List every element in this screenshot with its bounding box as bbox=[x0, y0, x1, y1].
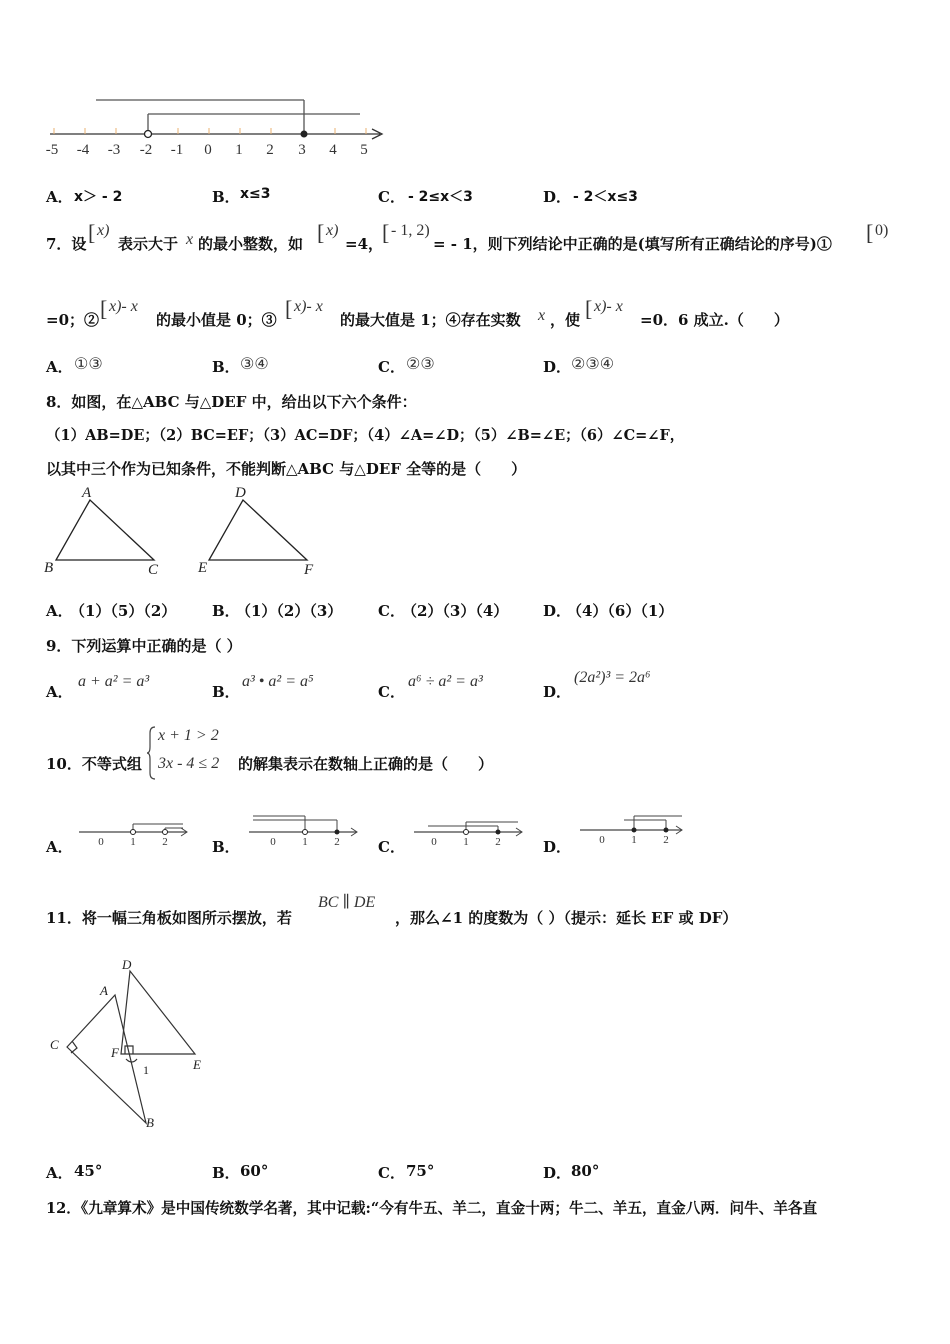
option-letter[interactable]: A． bbox=[46, 1164, 73, 1182]
option-expr[interactable]: a³ • a² = a⁵ bbox=[242, 673, 314, 690]
option-text[interactable]: - 2＜x≤3 bbox=[573, 189, 638, 205]
tick-label: 2 bbox=[162, 836, 168, 848]
option-letter[interactable]: B． bbox=[212, 683, 240, 701]
q10-text: 10．不等式组 bbox=[46, 755, 142, 773]
tick-label: -2 bbox=[139, 142, 153, 158]
tick-label: 0 bbox=[599, 834, 605, 846]
q11-math: BC ∥ DE bbox=[318, 894, 376, 911]
option-text[interactable]: （1）（5）（2） bbox=[70, 602, 177, 620]
bracket-glyph: [ bbox=[317, 220, 325, 245]
tick-label: 1 bbox=[235, 142, 243, 158]
option-letter[interactable]: D． bbox=[543, 188, 572, 206]
option-letter[interactable]: C． bbox=[378, 188, 405, 206]
option-letter[interactable]: C． bbox=[378, 602, 405, 620]
q12-text: 12．《九章算术》是中国传统数学名著，其中记载:“今有牛五、羊二，直金十两；牛二、羊五，直金八两．问牛、羊各直 bbox=[46, 1200, 818, 1217]
tick-label: 1 bbox=[302, 836, 308, 848]
option-text[interactable]: ②③④ bbox=[571, 356, 615, 373]
option-letter[interactable]: D． bbox=[543, 602, 572, 620]
vertex-label: A bbox=[82, 485, 92, 501]
q11-text: ，那么∠1 的度数为（ ）（提示：延长 EF 或 DF） bbox=[395, 909, 738, 927]
option-letter[interactable]: C． bbox=[378, 358, 405, 376]
option-letter[interactable]: C． bbox=[378, 838, 405, 856]
tick-label: -5 bbox=[45, 142, 59, 158]
tick-label: -4 bbox=[76, 142, 90, 158]
ineq-2: 3x - 4 ≤ 2 bbox=[158, 755, 220, 772]
bracket-glyph: [ bbox=[88, 220, 96, 245]
triangle-abc bbox=[67, 995, 146, 1123]
vertex-label: F bbox=[304, 562, 314, 578]
bracket-glyph: [ bbox=[866, 220, 874, 245]
option-letter[interactable]: A． bbox=[46, 358, 73, 376]
open-point bbox=[145, 131, 152, 138]
q7-text: =4， bbox=[345, 235, 384, 253]
vertex-label: E bbox=[198, 560, 208, 576]
q7-math: x) bbox=[326, 222, 339, 239]
option-letter[interactable]: A． bbox=[46, 602, 73, 620]
tick-label: 3 bbox=[298, 142, 306, 158]
option-letter[interactable]: A． bbox=[46, 683, 73, 701]
option-text[interactable]: ②③ bbox=[406, 356, 435, 373]
closed-point bbox=[301, 131, 308, 138]
q7-text: 7．设 bbox=[46, 235, 87, 253]
option-c-numberline[interactable] bbox=[410, 816, 525, 850]
option-text[interactable]: （4）（6）（1） bbox=[567, 602, 674, 620]
option-text[interactable]: 60° bbox=[240, 1162, 269, 1180]
option-letter[interactable]: C． bbox=[378, 683, 405, 701]
tick-label: 2 bbox=[495, 836, 501, 848]
option-text[interactable]: 45° bbox=[74, 1162, 103, 1180]
option-letter[interactable]: B． bbox=[212, 358, 240, 376]
angle-label: 1 bbox=[143, 1063, 149, 1077]
option-expr[interactable]: a + a² = a³ bbox=[78, 673, 150, 690]
option-text[interactable]: （1）（2）（3） bbox=[236, 602, 343, 620]
q7-text: =0．6 成立.（ ） bbox=[640, 311, 789, 329]
option-text[interactable]: - 2≤x＜3 bbox=[408, 189, 473, 205]
number-line-figure bbox=[40, 92, 400, 162]
option-letter[interactable]: D． bbox=[543, 358, 572, 376]
q8-line: （1）AB=DE；（2）BC=EF；（3）AC=DF；（4）∠A=∠D；（5）∠B=∠E；（6）∠C=∠F， bbox=[46, 427, 685, 444]
option-text[interactable]: ③④ bbox=[240, 356, 269, 373]
triangle-def bbox=[209, 500, 307, 560]
option-letter[interactable]: A． bbox=[46, 838, 73, 856]
tick-label: 4 bbox=[329, 142, 337, 158]
option-text[interactable]: x＞ - 2 bbox=[74, 189, 123, 205]
q7-math: x) bbox=[97, 222, 110, 239]
option-letter[interactable]: D． bbox=[543, 838, 572, 856]
option-d-numberline[interactable] bbox=[576, 812, 691, 848]
vertex-label: D bbox=[235, 485, 246, 501]
option-letter[interactable]: D． bbox=[543, 683, 572, 701]
bracket-glyph: [ bbox=[285, 296, 293, 321]
q8-line: 以其中三个作为已知条件，不能判断△ABC 与△DEF 全等的是（ ） bbox=[46, 460, 527, 478]
option-letter[interactable]: B． bbox=[212, 1164, 240, 1182]
tick-label: 2 bbox=[334, 836, 340, 848]
q8-line: 8．如图，在△ABC 与△DEF 中，给出以下六个条件： bbox=[46, 393, 417, 411]
vertex-label: A bbox=[100, 983, 108, 998]
vertex-label: E bbox=[193, 1057, 201, 1072]
option-text[interactable]: 75° bbox=[406, 1162, 435, 1180]
q7-math: x bbox=[186, 231, 194, 248]
q7-text: ，使 bbox=[550, 311, 581, 329]
q7-text: =0；② bbox=[46, 311, 100, 329]
vertex-label: F bbox=[111, 1045, 119, 1060]
vertex-label: D bbox=[122, 957, 132, 972]
number-line-marks bbox=[50, 100, 382, 139]
tick-label: 0 bbox=[204, 142, 212, 158]
ineq-1: x + 1 > 2 bbox=[158, 727, 219, 744]
tick-label: 0 bbox=[98, 836, 104, 848]
q7-math: x)- x bbox=[294, 298, 323, 315]
q7-text: 的最小整数，如 bbox=[198, 235, 304, 253]
option-b-numberline[interactable] bbox=[245, 812, 360, 850]
brace-icon bbox=[147, 725, 157, 781]
option-text[interactable]: ①③ bbox=[74, 356, 103, 373]
option-expr[interactable]: (2a²)³ = 2a⁶ bbox=[574, 669, 651, 686]
vertex-label: B bbox=[44, 560, 54, 576]
tick-label: 1 bbox=[463, 836, 469, 848]
q10-text: 的解集表示在数轴上正确的是（ ） bbox=[238, 755, 494, 773]
tick-label: -1 bbox=[170, 142, 184, 158]
option-text[interactable]: x≤3 bbox=[240, 186, 271, 202]
triangle-def bbox=[121, 971, 195, 1054]
option-expr[interactable]: a⁶ ÷ a² = a³ bbox=[408, 673, 483, 690]
tick-label: 0 bbox=[431, 836, 437, 848]
q7-math: x bbox=[538, 307, 546, 324]
tick-label: 2 bbox=[266, 142, 274, 158]
q7-text: = - 1，则下列结论中正确的是(填写所有正确结论的序号)① bbox=[433, 235, 832, 253]
option-letter[interactable]: B． bbox=[212, 838, 240, 856]
vertex-label: C bbox=[148, 562, 159, 578]
q7-math: - 1, 2) bbox=[391, 222, 430, 239]
q7-text: 的最小值是 0；③ bbox=[156, 311, 277, 329]
q7-math: x)- x bbox=[594, 298, 623, 315]
tick-label: 5 bbox=[360, 142, 368, 158]
bracket-glyph: [ bbox=[100, 296, 108, 321]
q7-text: 表示大于 bbox=[118, 235, 179, 253]
bracket-glyph: [ bbox=[585, 296, 593, 321]
option-text[interactable]: 80° bbox=[571, 1162, 600, 1180]
tick-label: 1 bbox=[631, 834, 637, 846]
q9-text: 9．下列运算中正确的是（ ） bbox=[46, 637, 242, 655]
tick-label: 0 bbox=[270, 836, 276, 848]
q7-math: 0) bbox=[875, 222, 889, 239]
q11-text: 11．将一幅三角板如图所示摆放，若 bbox=[46, 909, 292, 927]
q7-text: 的最大值是 1；④存在实数 bbox=[340, 311, 521, 329]
option-letter[interactable]: D． bbox=[543, 1164, 572, 1182]
option-letter[interactable]: A． bbox=[46, 188, 73, 206]
q7-math: x)- x bbox=[109, 298, 138, 315]
vertex-label: C bbox=[50, 1037, 59, 1052]
option-letter[interactable]: B． bbox=[212, 188, 240, 206]
tick-label: -3 bbox=[107, 142, 121, 158]
vertex-label: B bbox=[146, 1115, 154, 1130]
set-squares-figure bbox=[40, 955, 240, 1135]
tick-label: 2 bbox=[663, 834, 669, 846]
option-a-numberline[interactable] bbox=[75, 820, 190, 850]
triangle-abc bbox=[56, 500, 154, 560]
tick-label: 1 bbox=[130, 836, 136, 848]
bracket-glyph: [ bbox=[382, 220, 390, 245]
triangles-figure bbox=[40, 482, 340, 582]
option-text[interactable]: （2）（3）（4） bbox=[402, 602, 509, 620]
option-letter[interactable]: C． bbox=[378, 1164, 405, 1182]
option-letter[interactable]: B． bbox=[212, 602, 240, 620]
